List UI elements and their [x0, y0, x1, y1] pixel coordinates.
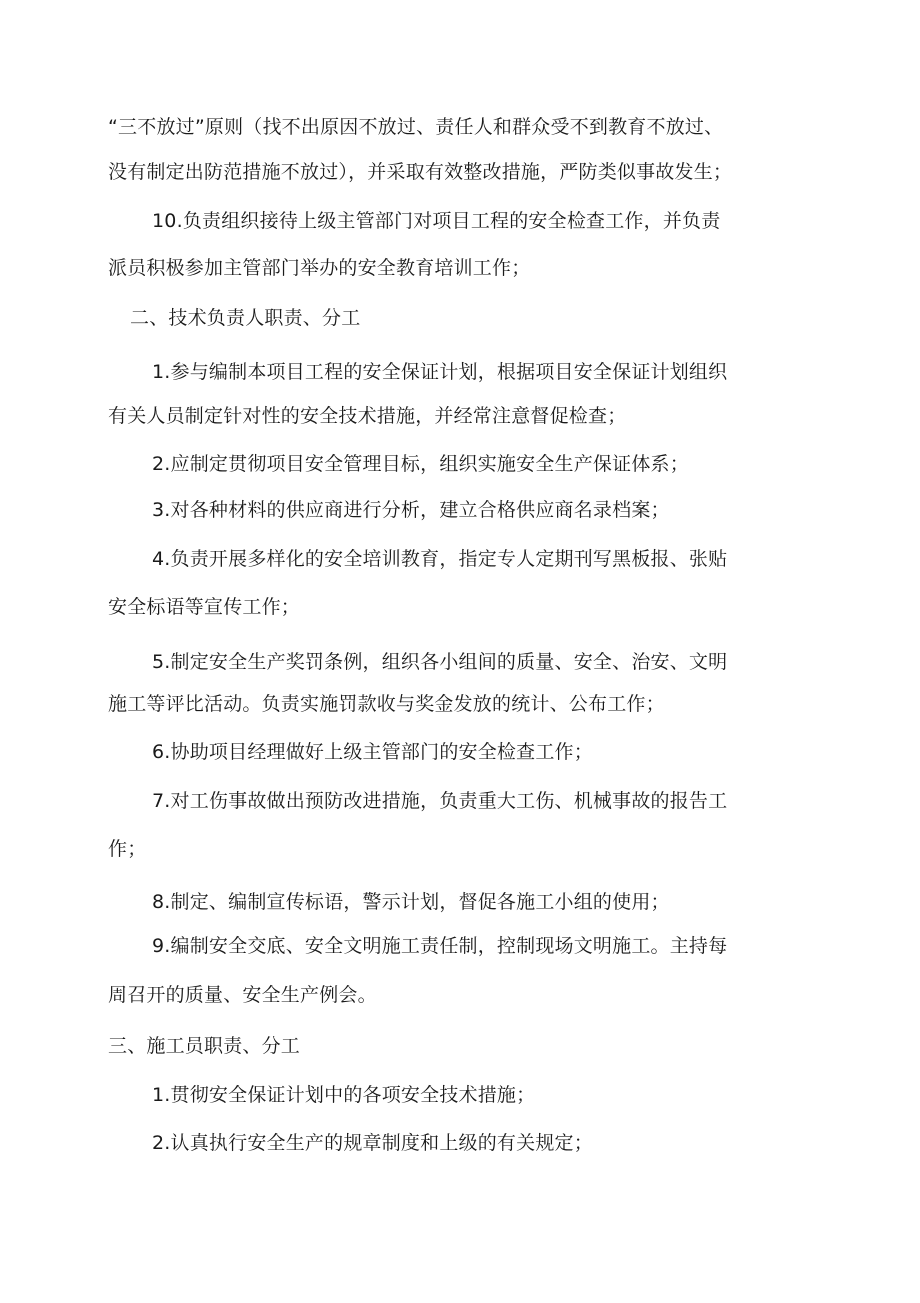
list-item-line: 3.对各种材料的供应商进行分析，建立合格供应商名录档案；: [152, 499, 670, 521]
list-item-line: 7.对工伤事故做出预防改进措施，负责重大工伤、机械事故的报告工: [152, 790, 728, 812]
list-item-line: 2.应制定贯彻项目安全管理目标，组织实施安全生产保证体系；: [152, 453, 689, 475]
paragraph-line: “三不放过”原则（找不出原因不放过、责任人和群众受不到教育不放过、: [108, 116, 724, 138]
paragraph-line: 安全标语等宣传工作；: [108, 596, 301, 618]
list-item-line: 6.协助项目经理做好上级主管部门的安全检查工作；: [152, 741, 593, 763]
section-heading: 二、技术负责人职责、分工: [130, 307, 361, 329]
list-item-line: 1.贯彻安全保证计划中的各项安全技术措施；: [152, 1084, 536, 1106]
list-item-line: 10.负责组织接待上级主管部门对项目工程的安全检查工作，并负责: [152, 210, 721, 232]
section-heading: 三、施工员职责、分工: [108, 1035, 301, 1057]
paragraph-line: 有关人员制定针对性的安全技术措施，并经常注意督促检查；: [108, 405, 627, 427]
list-item-line: 4.负责开展多样化的安全培训教育，指定专人定期刊写黑板报、张贴: [152, 548, 728, 570]
list-item-line: 8.制定、编制宣传标语，警示计划，督促各施工小组的使用；: [152, 891, 670, 913]
paragraph-line: 周召开的质量、安全生产例会。: [108, 984, 377, 1006]
paragraph-line: 施工等评比活动。负责实施罚款收与奖金发放的统计、公布工作；: [108, 693, 665, 715]
list-item-line: 9.编制安全交底、安全文明施工责任制，控制现场文明施工。主持每: [152, 935, 728, 957]
list-item-line: 2.认真执行安全生产的规章制度和上级的有关规定；: [152, 1132, 593, 1154]
list-item-line: 5.制定安全生产奖罚条例，组织各小组间的质量、安全、治安、文明: [152, 651, 728, 673]
paragraph-line: 没有制定出防范措施不放过），并采取有效整改措施，严防类似事故发生；: [108, 161, 733, 183]
paragraph-line: 作；: [108, 838, 147, 860]
paragraph-line: 派员积极参加主管部门举办的安全教育培训工作；: [108, 257, 531, 279]
list-item-line: 1.参与编制本项目工程的安全保证计划，根据项目安全保证计划组织: [152, 361, 728, 383]
